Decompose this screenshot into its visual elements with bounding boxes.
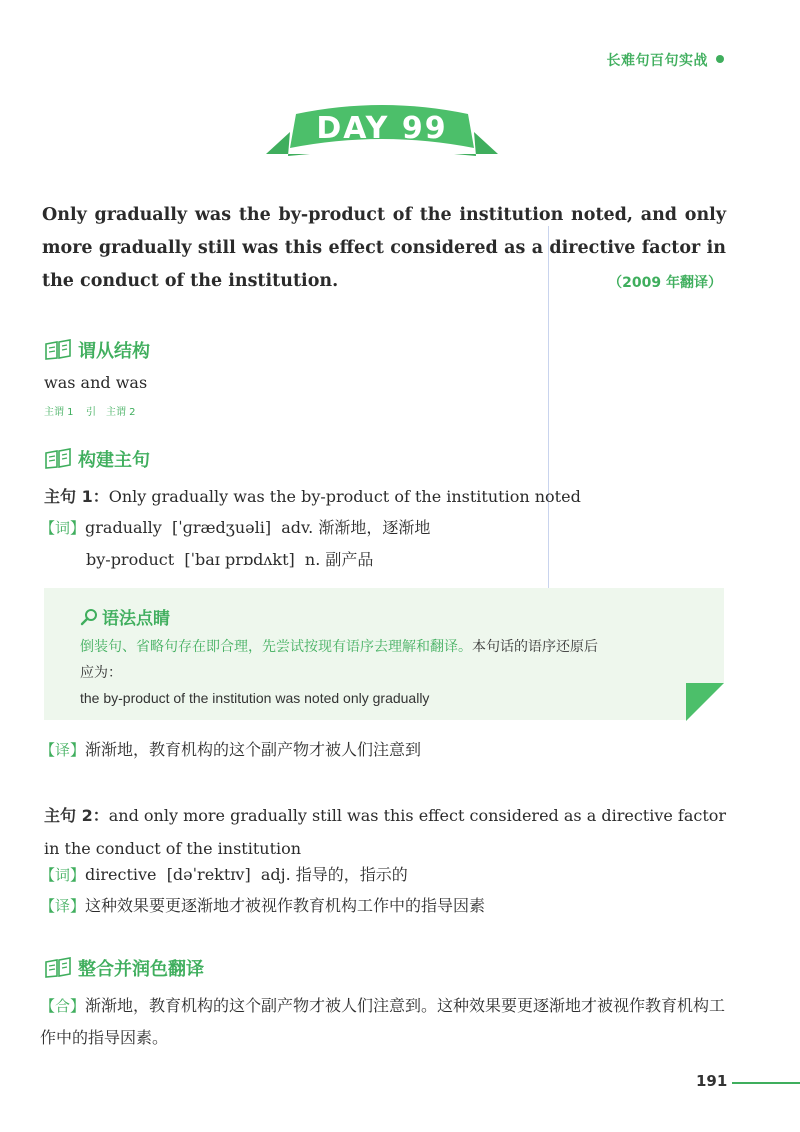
clause2-vocab-1 <box>40 862 408 885</box>
clause1-translation: 渐渐地，教育机构的这个副产物才被人们注意到 <box>85 740 422 759</box>
vocab-phonetic: [ˈɡrædʒuəli] <box>171 518 272 537</box>
source-note: （2009 年翻译） <box>608 275 722 291</box>
vocab-meaning: adj. 指导的，指示的 <box>260 865 408 884</box>
book-icon <box>44 448 72 470</box>
magnifier-icon <box>80 608 98 626</box>
section-title: 谓从结构 <box>78 341 150 362</box>
grammar-text <box>80 634 700 686</box>
book-icon <box>44 957 72 979</box>
vocab-phonetic: [dəˈrektɪv] <box>166 865 251 884</box>
vocab-meaning: n. 副产品 <box>304 550 374 569</box>
vocab-meaning: adv. 渐渐地，逐渐地 <box>281 518 431 537</box>
running-header: 长难句百句实战 <box>606 53 708 69</box>
clause2-text: and only more gradually still was this effect considered as a directive factor in the conduct of the institution <box>44 806 727 858</box>
page-number: 191 <box>696 1072 728 1090</box>
combined-tag: 【合】 <box>40 997 86 1015</box>
lead-sentence: Only gradually was the by-product of the institution noted, and only more gradually still was this effect considered as a directive factor in the conduct of the institution. <box>42 205 726 291</box>
page-fold-icon <box>686 683 724 721</box>
vocab-word: by-product <box>86 550 175 569</box>
book-icon <box>44 339 72 361</box>
section-heading-predicate <box>44 337 150 363</box>
vocab-phonetic: [ˈbaɪ prɒdʌkt] <box>184 550 295 569</box>
grammar-title: 语法点睛 <box>102 609 170 629</box>
clause1-vocab-1 <box>40 515 430 538</box>
section-title: 构建主句 <box>78 450 150 471</box>
page-number-rule <box>732 1082 800 1084</box>
clause2-line <box>44 799 728 865</box>
combined-text: 渐渐地，教育机构的这个副产物才被人们注意到。这种效果要更逐渐地才被视作教育机构工作中的指导因素。 <box>40 996 726 1047</box>
clause2-translation-line <box>40 893 485 916</box>
clause2-label: 主句 2： <box>44 806 109 825</box>
grammar-text-tail: 应为： <box>80 665 122 681</box>
vocab-tag: 【词】 <box>40 866 86 884</box>
predicate-line: was and was <box>44 373 148 392</box>
translation-tag: 【译】 <box>40 897 86 915</box>
predicate-label-1: 主谓 1 <box>44 407 74 418</box>
clause1-translation-line <box>40 737 421 760</box>
grammar-example: the by-product of the institution was noted only gradually <box>80 690 430 706</box>
grammar-text-green: 倒装句、省略句存在即合理，先尝试按现有语序去理解和翻译。 <box>80 639 472 655</box>
section-title: 整合并润色翻译 <box>78 959 204 980</box>
grammar-text-dark: 本句话的语序还原后 <box>472 639 598 655</box>
clause1-label: 主句 1： <box>44 487 109 506</box>
vocab-word: directive <box>85 865 157 884</box>
predicate-label-2: 引 <box>86 407 96 418</box>
translation-tag: 【译】 <box>40 741 86 759</box>
clause1-vocab-2 <box>86 547 373 570</box>
header-dot-icon <box>716 55 724 63</box>
grammar-title-row <box>80 604 170 629</box>
clause1-line <box>44 484 581 507</box>
section-heading-final <box>44 955 204 981</box>
section-heading-main <box>44 446 150 472</box>
vocab-tag: 【词】 <box>40 519 86 537</box>
clause2-translation: 这种效果要更逐渐地才被视作教育机构工作中的指导因素 <box>85 896 486 915</box>
banner-text: DAY 99 <box>316 111 448 146</box>
predicate-label-3: 主谓 2 <box>106 407 136 418</box>
vocab-word: gradually <box>85 518 162 537</box>
day-banner <box>266 98 498 162</box>
clause1-text: Only gradually was the by-product of the institution noted <box>108 487 581 506</box>
combined-translation <box>40 990 728 1054</box>
